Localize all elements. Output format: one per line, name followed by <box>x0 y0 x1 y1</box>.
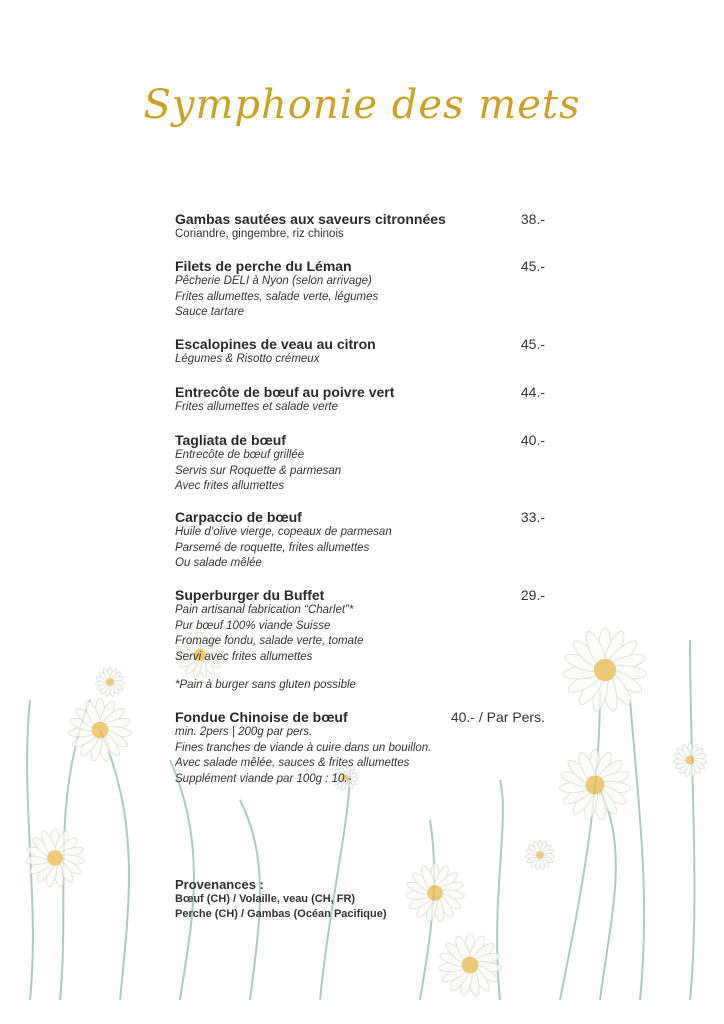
menu-title: Symphonie des mets <box>143 82 581 128</box>
menu-item <box>175 258 545 321</box>
dish-name: Gambas sautées aux saveurs citronnées <box>175 211 446 227</box>
dish-description: Ou salade mêlée <box>175 557 262 569</box>
daisy-icon <box>405 864 464 923</box>
dish-description: Sauce tartare <box>175 306 245 318</box>
daisy-icon <box>525 840 555 870</box>
dish-description: Supplément viande par 100g : 10.- <box>175 772 352 785</box>
dish-name: Filets de perche du Léman <box>175 258 352 274</box>
daisy-icon <box>68 699 132 762</box>
menu-item <box>175 509 545 572</box>
dish-description: Fines tranches de viande à cuire dans un bouillon. <box>175 741 432 754</box>
dish-description: Coriandre, gingembre, riz chinois <box>175 228 344 240</box>
dish-description: Frites allumettes, salade verte, légumes <box>175 290 379 303</box>
daisy-icon <box>25 829 84 888</box>
provenances-section <box>175 877 387 922</box>
menu-item <box>175 587 545 665</box>
daisy-icon <box>95 667 125 697</box>
provenances-heading: Provenances : <box>175 877 264 892</box>
dish-name: Tagliata de bœuf <box>175 432 286 448</box>
dish-price: 40.- / Par Pers. <box>450 709 545 725</box>
dish-description: Fromage fondu, salade verte, tomate <box>175 635 364 647</box>
dish-name: Escalopines de veau au citron <box>175 336 376 352</box>
dish-description: Pur bœuf 100% viande Suisse <box>175 619 331 632</box>
dish-name: Fondue Chinoise de bœuf <box>175 709 348 725</box>
menu-item <box>175 336 545 368</box>
dish-description: Pain artisanal fabrication “Charlet”* <box>175 604 354 616</box>
dish-description: Parsemé de roquette, frites allumettes <box>175 541 370 554</box>
dish-description: Légumes & Risotto crémeux <box>175 353 320 365</box>
dish-price: 45.- <box>520 258 545 274</box>
dish-description: Frites allumettes et salade verte <box>175 401 338 413</box>
dish-name: Entrecôte de bœuf au poivre vert <box>175 384 395 400</box>
daisy-icon <box>673 743 707 777</box>
burger-gluten-note: *Pain à burger sans gluten possible <box>175 679 356 691</box>
dish-price: 38.- <box>520 211 545 227</box>
daisy-icon <box>563 628 648 712</box>
dish-description: Huile d’olive vierge, copeaux de parmesan <box>175 526 392 538</box>
provenance-line: Perche (CH) / Gambas (Océan Pacifique) <box>175 908 387 920</box>
menu-item <box>175 211 545 243</box>
dish-price: 33.- <box>520 509 545 525</box>
dish-description: Pêcherie DELI à Nyon (selon arrivage) <box>175 275 372 287</box>
dish-description: Servi avec frites allumettes <box>175 650 313 663</box>
dish-description: Avec frites allumettes <box>175 480 285 492</box>
menu-item <box>175 432 545 495</box>
menu-item <box>175 384 545 416</box>
dish-description: min. 2pers | 200g par pers. <box>175 726 313 738</box>
dish-price: 40.- <box>520 432 545 448</box>
provenance-line: Bœuf (CH) / Volaille, veau (CH, FR) <box>175 893 356 905</box>
dish-name: Superburger du Buffet <box>175 587 325 603</box>
dish-description: Servis sur Roquette & parmesan <box>175 464 342 477</box>
menu-item <box>175 709 545 787</box>
daisy-icon <box>438 934 502 997</box>
dish-description: Avec salade mêlée, sauces & frites allumettes <box>175 757 410 769</box>
dish-description: Entrecôte de bœuf grillée <box>175 449 305 461</box>
dish-price: 29.- <box>520 587 545 603</box>
dish-price: 45.- <box>520 336 545 352</box>
daisy-icon <box>559 749 631 821</box>
dish-price: 44.- <box>520 384 545 400</box>
dish-name: Carpaccio de bœuf <box>175 509 302 525</box>
